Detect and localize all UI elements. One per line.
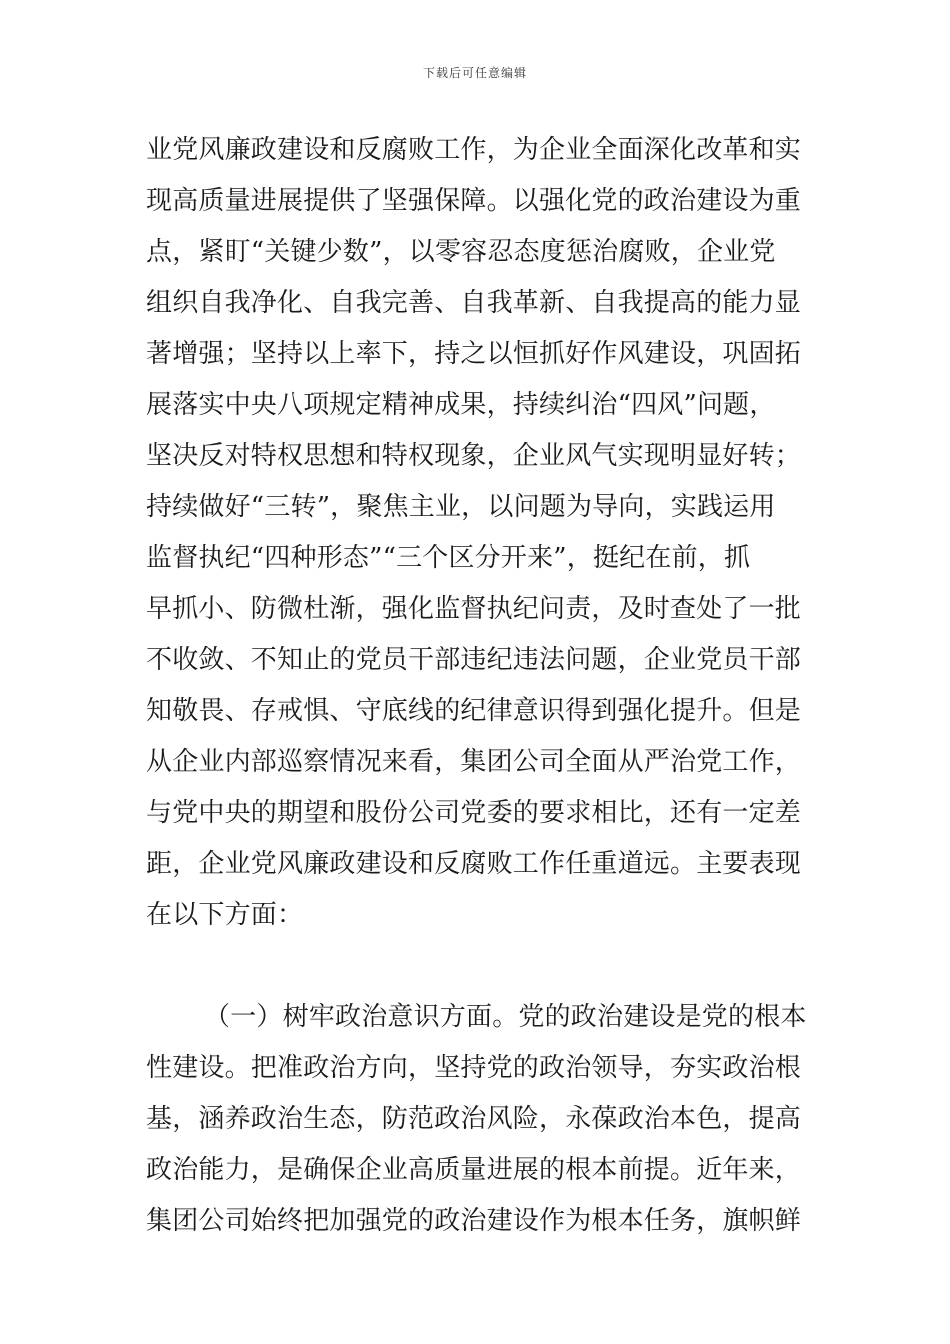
text-line: 不收敛、不知止的党员干部违纪违法问题，企业党员干部	[146, 645, 802, 675]
text-line: 与党中央的期望和股份公司党委的要求相比，还有一定差	[146, 798, 802, 828]
text-line: 知敬畏、存戒惧、守底线的纪律意识得到强化提升。但是	[146, 696, 802, 726]
text-line-indented: （一）树牢政治意识方面。党的政治建设是党的根本	[204, 1002, 807, 1032]
text-line: 性建设。把准政治方向，坚持党的政治领导，夯实政治根	[146, 1053, 802, 1083]
paragraph-1	[146, 125, 810, 941]
text-line: 早抓小、防微杜渐，强化监督执纪问责，及时查处了一批	[146, 594, 802, 624]
page-header: 下载后可任意编辑	[422, 66, 527, 80]
text-line: 点，紧盯“关键少数”，以零容忍态度惩治腐败，企业党	[146, 237, 776, 267]
text-line: 政治能力，是确保企业高质量进展的根本前提。近年来，	[146, 1155, 802, 1185]
text-line: 持续做好“三转”，聚焦主业，以问题为导向，实践运用	[146, 492, 776, 522]
text-line: 监督执纪“四种形态”“三个区分开来”，挺纪在前，抓	[146, 543, 751, 573]
text-line: 集团公司始终把加强党的政治建设作为根本任务，旗帜鲜	[146, 1206, 802, 1236]
text-line: 在以下方面：	[146, 900, 304, 930]
paragraph-gap	[146, 941, 810, 992]
document-body	[146, 125, 810, 1247]
paragraph-2	[146, 992, 810, 1247]
text-line: 展落实中央八项规定精神成果，持续纠治“四风”问题，	[146, 390, 776, 420]
text-line: 业党风廉政建设和反腐败工作，为企业全面深化改革和实	[146, 135, 802, 165]
text-line: 组织自我净化、自我完善、自我革新、自我提高的能力显	[146, 288, 802, 318]
text-line: 著增强；坚持以上率下，持之以恒抓好作风建设，巩固拓	[146, 339, 802, 369]
text-line: 现高质量进展提供了坚强保障。以强化党的政治建设为重	[146, 186, 802, 216]
text-line: 基，涵养政治生态，防范政治风险，永葆政治本色，提高	[146, 1104, 802, 1134]
text-line: 从企业内部巡察情况来看，集团公司全面从严治党工作，	[146, 747, 802, 777]
text-line: 距，企业党风廉政建设和反腐败工作任重道远。主要表现	[146, 849, 802, 879]
text-line: 坚决反对特权思想和特权现象，企业风气实现明显好转；	[146, 441, 802, 471]
